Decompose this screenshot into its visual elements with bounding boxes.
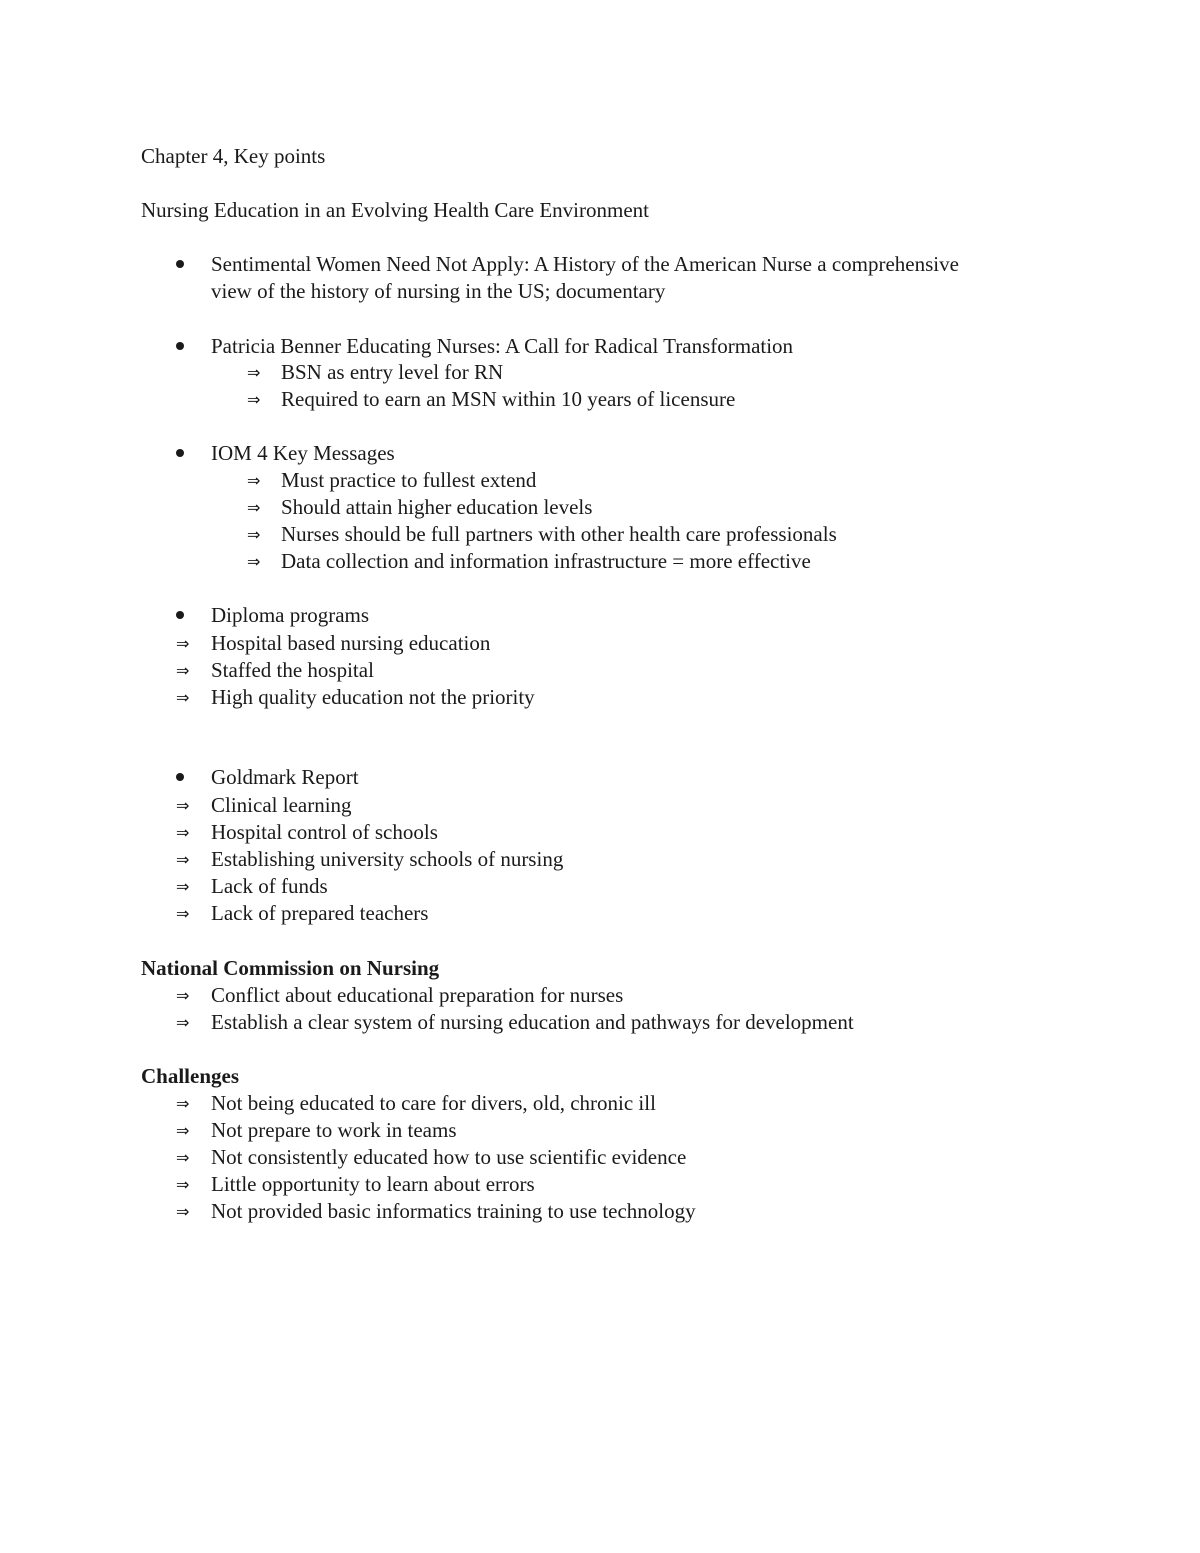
arrow-icon: ⇒ — [176, 877, 190, 896]
list-item: Staffed the hospital — [211, 658, 374, 682]
arrow-icon: ⇒ — [176, 904, 190, 923]
arrow-icon: ⇒ — [176, 634, 190, 653]
arrow-icon: ⇒ — [247, 471, 261, 490]
list-item: Establish a clear system of nursing education and pathways for development — [211, 1010, 854, 1034]
arrow-icon: ⇒ — [176, 823, 190, 842]
list-item: Required to earn an MSN within 10 years of licensure — [281, 387, 736, 411]
list-item: Should attain higher education levels — [281, 495, 593, 519]
arrow-icon: ⇒ — [176, 1013, 190, 1032]
bullet-icon — [176, 611, 184, 619]
list-item: Nurses should be full partners with other health care professionals — [281, 522, 837, 546]
list-item: Not being educated to care for divers, old, chronic ill — [211, 1091, 656, 1115]
arrow-icon: ⇒ — [247, 390, 261, 409]
arrow-icon: ⇒ — [247, 363, 261, 382]
arrow-icon: ⇒ — [176, 1148, 190, 1167]
bullet-icon — [176, 449, 184, 457]
arrow-icon: ⇒ — [176, 986, 190, 1005]
arrow-icon: ⇒ — [176, 850, 190, 869]
arrow-icon: ⇒ — [176, 688, 190, 707]
commission-heading: National Commission on Nursing — [141, 956, 440, 980]
list-item: Hospital based nursing education — [211, 631, 491, 655]
section-heading: IOM 4 Key Messages — [211, 441, 395, 465]
list-item: Conflict about educational preparation for nurses — [211, 983, 624, 1007]
list-item: Not provided basic informatics training to use technology — [211, 1199, 696, 1223]
list-item: Establishing university schools of nursing — [211, 847, 564, 871]
bullet-icon — [176, 773, 184, 781]
section-heading: Sentimental Women Need Not Apply: A History of the American Nurse a comprehensive — [211, 252, 959, 276]
section-heading: Goldmark Report — [211, 765, 359, 789]
arrow-icon: ⇒ — [176, 1202, 190, 1221]
list-item: Lack of funds — [211, 874, 328, 898]
arrow-icon: ⇒ — [176, 796, 190, 815]
list-item: Clinical learning — [211, 793, 352, 817]
list-item: High quality education not the priority — [211, 685, 535, 709]
challenges-heading: Challenges — [141, 1064, 240, 1088]
list-item: Lack of prepared teachers — [211, 901, 429, 925]
list-item: BSN as entry level for RN — [281, 360, 504, 384]
list-item: Little opportunity to learn about errors — [211, 1172, 535, 1196]
arrow-icon: ⇒ — [176, 1121, 190, 1140]
arrow-icon: ⇒ — [247, 552, 261, 571]
list-item: Not prepare to work in teams — [211, 1118, 457, 1142]
list-item: Must practice to fullest extend — [281, 468, 537, 492]
page-subtitle: Nursing Education in an Evolving Health Care Environment — [141, 198, 649, 222]
arrow-icon: ⇒ — [176, 1094, 190, 1113]
section-heading-continued: view of the history of nursing in the US; documentary — [211, 279, 666, 303]
list-item: Not consistently educated how to use scientific evidence — [211, 1145, 687, 1169]
arrow-icon: ⇒ — [176, 661, 190, 680]
bullet-icon — [176, 342, 184, 350]
arrow-icon: ⇒ — [247, 525, 261, 544]
list-item: Hospital control of schools — [211, 820, 438, 844]
section-heading: Diploma programs — [211, 603, 370, 627]
section-heading: Patricia Benner Educating Nurses: A Call for Radical Transformation — [211, 334, 794, 358]
list-item: Data collection and information infrastructure = more effective — [281, 549, 811, 573]
arrow-icon: ⇒ — [247, 498, 261, 517]
bullet-icon — [176, 260, 184, 268]
page-title: Chapter 4, Key points — [141, 144, 326, 168]
arrow-icon: ⇒ — [176, 1175, 190, 1194]
